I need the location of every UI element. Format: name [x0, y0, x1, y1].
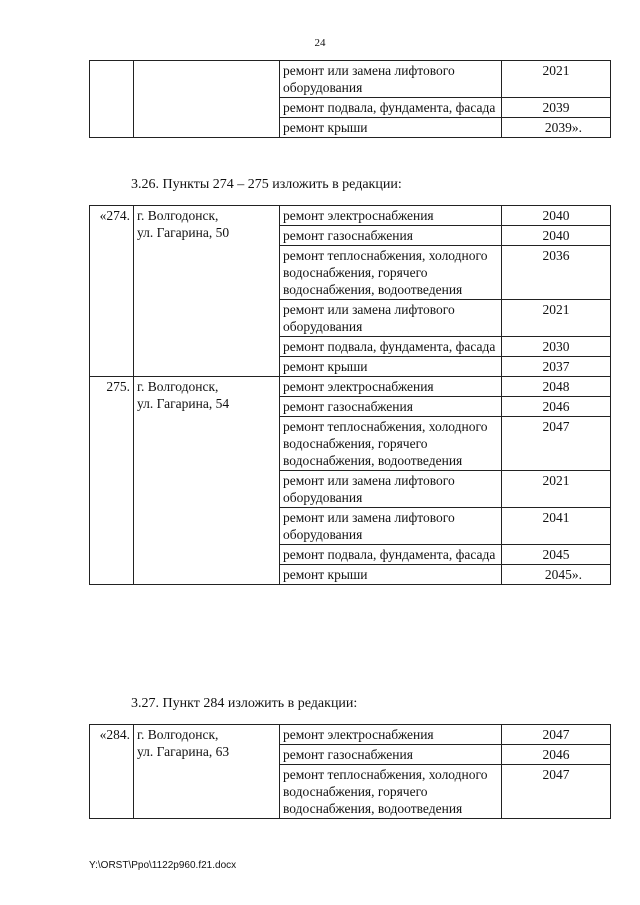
work-cell: ремонт крыши — [280, 118, 502, 138]
year-cell: 2021 — [502, 471, 611, 508]
work-cell: ремонт подвала, фундамента, фасада — [280, 98, 502, 118]
work-cell: ремонт электроснабжения — [280, 377, 502, 397]
address-cell — [134, 61, 280, 138]
year-cell: 2045 — [502, 545, 611, 565]
address-line: г. Волгодонск, — [137, 379, 219, 394]
page-number: 24 — [314, 37, 326, 49]
item-number: «284. — [90, 725, 134, 819]
year-cell: 2046 — [502, 745, 611, 765]
continuation-table — [89, 60, 611, 138]
year-cell: 2021 — [502, 61, 611, 98]
year-cell: 2030 — [502, 337, 611, 357]
item-number: 275. — [90, 377, 134, 585]
address-line: ул. Гагарина, 63 — [137, 744, 230, 759]
year-cell: 2040 — [502, 226, 611, 246]
year-cell: 2047 — [502, 725, 611, 745]
work-cell: ремонт электроснабжения — [280, 725, 502, 745]
year-cell: 2045». — [502, 565, 611, 585]
address-line: г. Волгодонск, — [137, 727, 219, 742]
year-cell: 2040 — [502, 206, 611, 226]
year-cell: 2036 — [502, 246, 611, 300]
work-cell: ремонт или замена лифтового оборудования — [280, 471, 502, 508]
work-cell: ремонт газоснабжения — [280, 397, 502, 417]
work-cell: ремонт или замена лифтового оборудования — [280, 300, 502, 337]
work-cell: ремонт газоснабжения — [280, 745, 502, 765]
work-cell: ремонт газоснабжения — [280, 226, 502, 246]
table-row — [90, 725, 611, 745]
address-line: г. Волгодонск, — [137, 208, 219, 223]
paragraph-3-26: 3.26. Пункты 274 – 275 изложить в редакции: — [131, 177, 402, 192]
work-cell: ремонт подвала, фундамента, фасада — [280, 545, 502, 565]
year-cell: 2047 — [502, 765, 611, 819]
address-line: ул. Гагарина, 50 — [137, 225, 230, 240]
work-cell: ремонт подвала, фундамента, фасада — [280, 337, 502, 357]
year-cell: 2039 — [502, 98, 611, 118]
year-cell: 2037 — [502, 357, 611, 377]
table-row — [90, 377, 611, 397]
year-cell: 2041 — [502, 508, 611, 545]
year-cell: 2046 — [502, 397, 611, 417]
work-cell: ремонт или замена лифтового оборудования — [280, 508, 502, 545]
work-cell: ремонт теплоснабжения, холодного водоснабжения, горячего водоснабжения, водоотведения — [280, 417, 502, 471]
work-cell: ремонт или замена лифтового оборудования — [280, 61, 502, 98]
work-cell: ремонт теплоснабжения, холодного водоснабжения, горячего водоснабжения, водоотведения — [280, 246, 502, 300]
address-line: ул. Гагарина, 54 — [137, 396, 230, 411]
work-cell: ремонт теплоснабжения, холодного водоснабжения, горячего водоснабжения, водоотведения — [280, 765, 502, 819]
address-cell — [134, 725, 280, 819]
item-number: «274. — [90, 206, 134, 377]
year-cell: 2048 — [502, 377, 611, 397]
item-284-table — [89, 724, 611, 819]
paragraph-3-27: 3.27. Пункт 284 изложить в редакции: — [131, 696, 358, 711]
table-row — [90, 61, 611, 98]
items-274-275-table — [89, 205, 611, 585]
work-cell: ремонт крыши — [280, 357, 502, 377]
num-cell — [90, 61, 134, 138]
work-cell: ремонт крыши — [280, 565, 502, 585]
work-cell: ремонт электроснабжения — [280, 206, 502, 226]
year-cell: 2039». — [502, 118, 611, 138]
address-cell — [134, 377, 280, 585]
year-cell: 2047 — [502, 417, 611, 471]
table-row — [90, 206, 611, 226]
year-cell: 2021 — [502, 300, 611, 337]
address-cell — [134, 206, 280, 377]
file-path-footer: Y:\ORST\Ppo\1122p960.f21.docx — [89, 860, 237, 871]
